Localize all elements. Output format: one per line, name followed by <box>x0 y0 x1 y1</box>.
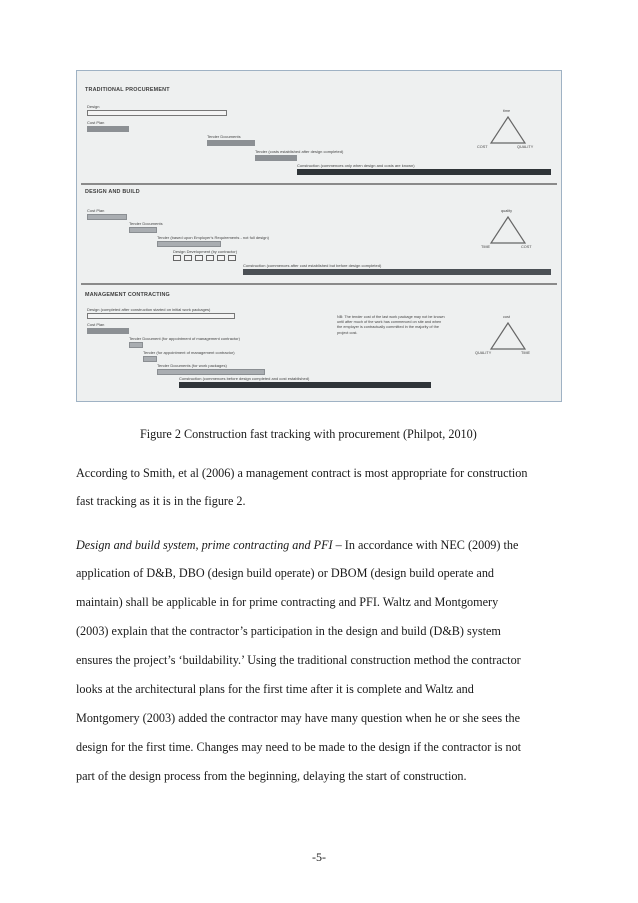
trad-costplan-bar <box>87 126 129 132</box>
body-line-4: maintain) shall be applicable in for prime contracting and PFI. Waltz and Montgomery <box>76 595 499 609</box>
trad-construction-bar <box>297 169 551 175</box>
mc-tenderdocs-wp-bar <box>157 369 265 375</box>
trad-tri-left: COST <box>477 145 488 149</box>
page-number: -5- <box>312 850 326 864</box>
mc-tenderdocs-wp-label: Tender Documents (for work packages) <box>157 363 227 368</box>
trad-design-label: Design <box>87 104 100 109</box>
mc-construction-bar <box>179 382 431 388</box>
mc-costplan-label: Cost Plan <box>87 322 105 327</box>
mc-tri-top: cost <box>503 315 510 319</box>
section-heading-line <box>76 538 518 553</box>
trad-tri-top: time <box>503 109 511 113</box>
trad-tender-label: Tender (costs established after design completed) <box>255 149 344 154</box>
body-line-9: design for the first time. Changes may need to be made to the design if the contractor is not <box>76 740 522 754</box>
mc-tender-appt-bar <box>143 356 157 362</box>
db-designdev-label: Design Development (by contractor) <box>173 249 238 254</box>
traditional-title: TRADITIONAL PROCUREMENT <box>85 87 170 93</box>
db-tenderdocs-label: Tender Documents <box>129 221 163 226</box>
db-triangle <box>483 209 533 255</box>
db-construction-label: Construction (commences after cost established but before design completed) <box>243 263 382 268</box>
mc-tender-appt-label: Tender (for appointment of management contractor) <box>143 350 235 355</box>
design-build-title: DESIGN AND BUILD <box>85 189 140 195</box>
trad-construction-label: Construction (commences only when design and costs are known) <box>297 163 415 168</box>
mc-construction-label: Construction (commences before design completed and cost established) <box>179 376 310 381</box>
mc-costplan-bar <box>87 328 129 334</box>
db-construction-bar <box>243 269 551 275</box>
mc-note: NB: The tender cost of the last work package may not be known until after much of the work has commenced on site and when the employer is contractually committed in the majority of the project cost. <box>337 315 445 335</box>
mc-design-label: Design (completed after construction started on initial work packages) <box>87 307 211 312</box>
trad-costplan-label: Cost Plan <box>87 120 105 125</box>
mc-tenderdoc-label: Tender Document (for appointment of management contractor) <box>129 336 240 341</box>
trad-tenderdocs-bar <box>207 140 255 146</box>
trad-tenderdocs-label: Tender Documents <box>207 134 241 139</box>
db-tri-right: COST <box>521 245 532 249</box>
db-costplan-label: Cost Plan <box>87 208 105 213</box>
trad-triangle <box>477 109 534 155</box>
db-tri-top: quality <box>501 209 512 213</box>
body-line-2: fast tracking as it is in the figure 2. <box>76 494 246 508</box>
trad-tri-right: QUALITY <box>517 145 534 149</box>
mc-design-bar <box>87 313 235 319</box>
body-line-7: looks at the architectural plans for the first time after it is complete and Waltz and <box>76 682 474 696</box>
db-tri-left: TIME <box>481 245 491 249</box>
figure-caption: Figure 2 Construction fast tracking with procurement (Philpot, 2010) <box>140 427 477 441</box>
procurement-figure <box>76 70 562 402</box>
db-designdev-boxes <box>173 255 236 261</box>
trad-tender-bar <box>255 155 297 161</box>
divider-1 <box>81 183 557 185</box>
db-costplan-bar <box>87 214 127 220</box>
mc-tri-right: TIME <box>521 351 531 355</box>
mc-tenderdoc-bar <box>129 342 143 348</box>
trad-design-bar <box>87 110 227 116</box>
mc-triangle <box>475 315 533 361</box>
section-heading: Design and build system, prime contracting and PFI <box>76 538 333 552</box>
db-tender-label: Tender (based upon Employer's Requirements - not full design) <box>157 235 269 240</box>
body-line-5: (2003) explain that the contractor’s participation in the design and build (D&B) system <box>76 624 501 638</box>
body-line-6: ensures the project’s ‘buildability.’ Using the traditional construction method the contractor <box>76 653 521 667</box>
divider-2 <box>81 283 557 285</box>
body-line-10: part of the design process from the beginning, delaying the start of construction. <box>76 769 467 783</box>
db-tenderdocs-bar <box>129 227 157 233</box>
body-line-1: According to Smith, et al (2006) a management contract is most appropriate for construction <box>76 466 528 480</box>
db-tender-bar <box>157 241 221 247</box>
section-heading-rest: – In accordance with NEC (2009) the <box>332 538 519 552</box>
body-line-8: Montgomery (2003) added the contractor may have many question when he or she sees the <box>76 711 521 725</box>
mc-tri-left: QUALITY <box>475 351 492 355</box>
management-title: MANAGEMENT CONTRACTING <box>85 292 170 298</box>
body-line-3: application of D&B, DBO (design build operate) or DBOM (design build operate and <box>76 566 495 580</box>
